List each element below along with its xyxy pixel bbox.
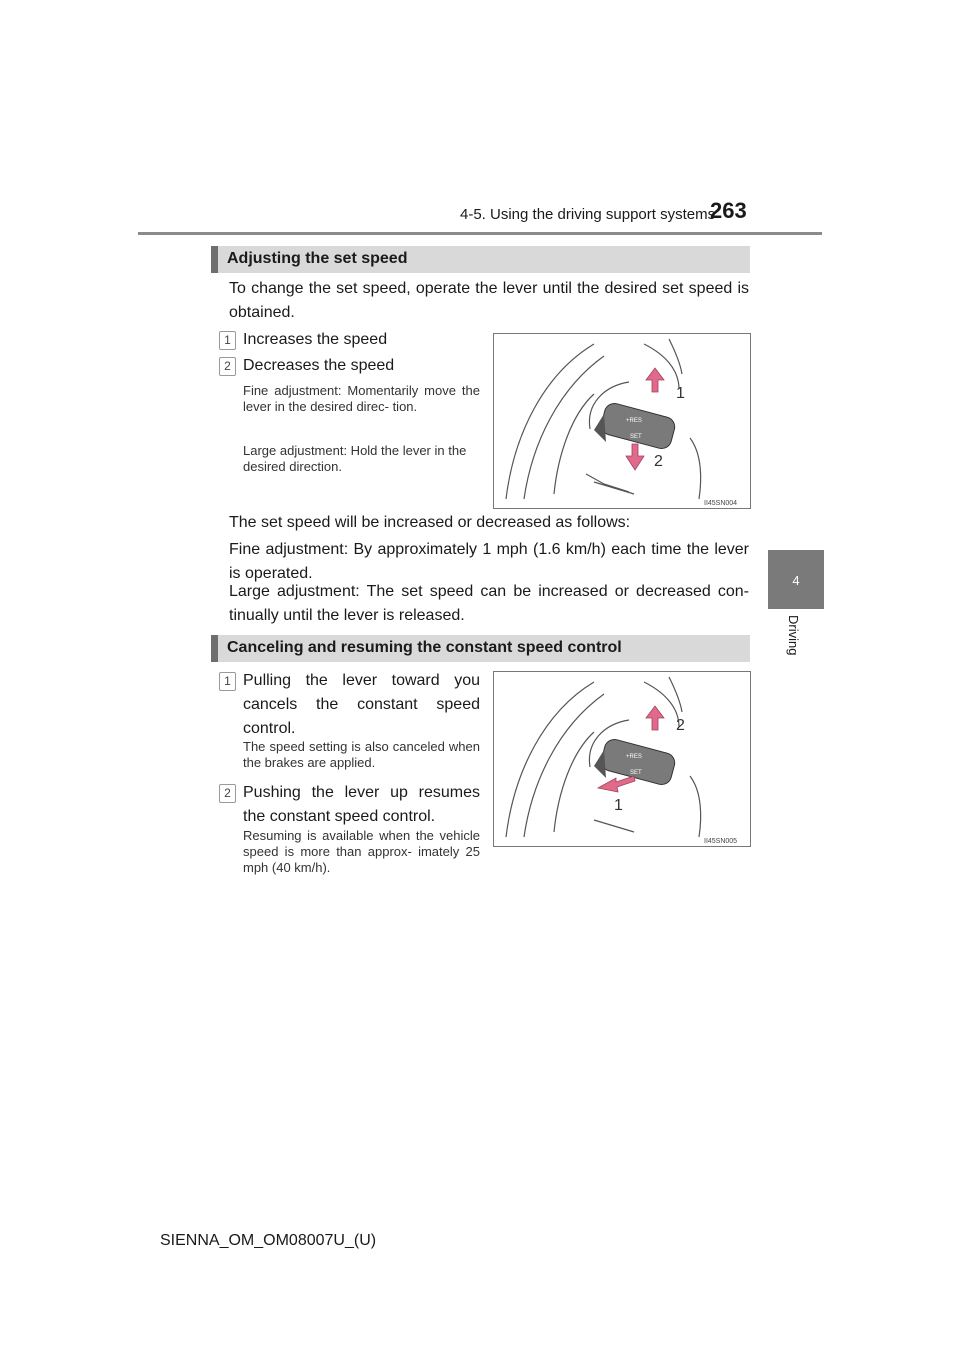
step-badge-cancel: 1 xyxy=(219,672,236,691)
chapter-name-vertical xyxy=(785,615,809,675)
heading-text: Canceling and resuming the constant speed control xyxy=(227,639,622,656)
step-label-2: Decreases the speed xyxy=(243,357,395,374)
lever-body xyxy=(594,737,677,787)
step-label-1: Increases the speed xyxy=(243,331,388,348)
lever-res-text: +RES xyxy=(626,418,642,424)
paragraph-fine: Fine adjustment: By approximately 1 mph (1.6 km/h) each time the lever is operated. xyxy=(229,541,749,582)
wheel-line xyxy=(669,677,682,712)
callout-1: 1 xyxy=(676,385,685,402)
paragraph-set-speed: The set speed will be increased or decreased as follows: xyxy=(229,514,631,531)
cancel-note: The speed setting is also canceled when the brakes are applied. xyxy=(243,739,480,770)
step-badge-2: 2 xyxy=(219,357,236,376)
heading-marker xyxy=(211,246,218,273)
lever-illustration xyxy=(494,672,750,846)
wheel-line xyxy=(554,732,594,832)
lever-figure-cancel xyxy=(493,671,751,847)
section-title: 4-5. Using the driving support systems xyxy=(460,206,716,223)
callout-2: 2 xyxy=(654,453,663,470)
wheel-line xyxy=(524,694,604,837)
lever-figure-adjust xyxy=(493,333,751,509)
column-line xyxy=(586,474,629,492)
callout-2: 2 xyxy=(676,717,685,734)
wheel-line xyxy=(644,344,679,389)
column-line xyxy=(690,776,701,837)
chapter-number: 4 xyxy=(792,573,800,588)
up-arrow-icon xyxy=(646,368,664,392)
wheel-line xyxy=(506,682,594,837)
paragraph-large: Large adjustment: The set speed can be increased or decreased con- tinually until the lever is released. xyxy=(229,583,749,624)
cancel-instruction: Pulling the lever toward you cancels the constant speed control. xyxy=(243,672,480,737)
document-code: SIENNA_OM_OM08007U_(U) xyxy=(160,1232,377,1249)
lever-illustration xyxy=(494,334,750,508)
column-line xyxy=(690,438,701,499)
heading-text: Adjusting the set speed xyxy=(227,250,408,267)
section-heading-adjusting xyxy=(211,246,750,273)
chapter-name: Driving xyxy=(786,615,801,656)
figure-code: II45SN004 xyxy=(704,500,738,507)
section-heading-canceling xyxy=(211,635,750,662)
lever-set-text: SET xyxy=(630,434,642,440)
lever-body xyxy=(594,401,677,451)
fine-adjustment-note: Fine adjustment: Momentarily move the lever in the desired direc- tion. xyxy=(243,383,480,414)
pull-arrow-icon xyxy=(598,776,635,792)
intro-paragraph: To change the set speed, operate the lever until the desired set speed is obtained. xyxy=(229,280,749,321)
lever-res-text: +RES xyxy=(626,754,642,760)
column-line xyxy=(594,820,634,832)
wheel-line xyxy=(644,682,679,727)
resume-instruction: Pushing the lever up resumes the constant speed control. xyxy=(243,784,480,825)
wheel-line xyxy=(554,394,594,494)
header-divider xyxy=(138,232,822,235)
wheel-line xyxy=(506,344,594,499)
step-badge-resume: 2 xyxy=(219,784,236,803)
up-arrow-icon xyxy=(646,706,664,730)
lever-set-text: SET xyxy=(630,770,642,776)
page-number: 263 xyxy=(710,198,747,223)
down-arrow-icon xyxy=(626,444,644,470)
resume-note: Resuming is available when the vehicle speed is more than approx- imately 25 mph (40 km/h). xyxy=(243,828,480,875)
heading-marker xyxy=(211,635,218,662)
callout-1: 1 xyxy=(614,797,623,814)
wheel-line xyxy=(669,339,682,374)
large-adjustment-note: Large adjustment: Hold the lever in the desired direction. xyxy=(243,443,467,474)
step-badge-1: 1 xyxy=(219,331,236,350)
column-line xyxy=(594,482,634,494)
figure-code: II45SN005 xyxy=(704,838,738,845)
